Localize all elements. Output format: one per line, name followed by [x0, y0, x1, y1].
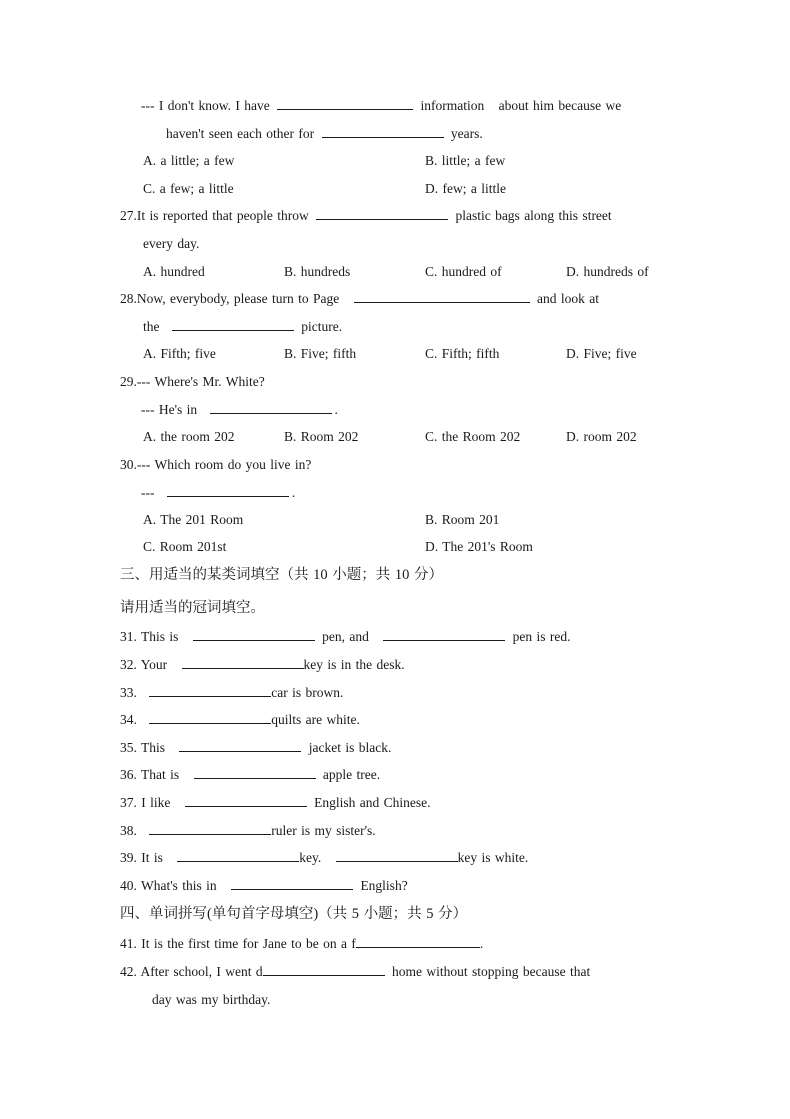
q42-text-b: home without stopping because that: [391, 964, 591, 979]
q32-line: [120, 653, 405, 677]
q27-line2: [143, 232, 199, 256]
answer-blank[interactable]: [210, 399, 332, 414]
q35-line: [120, 736, 391, 760]
q27-text-c: every day.: [143, 236, 200, 251]
q41-line: [120, 932, 483, 956]
q40-text-a: 40. What's this in: [120, 878, 217, 893]
answer-blank[interactable]: [193, 626, 315, 641]
q27-option-b[interactable]: B. hundreds: [284, 264, 351, 279]
q34-line: [120, 708, 360, 732]
q29-text-c: .: [334, 402, 338, 417]
q27-text-b: plastic bags along this street: [455, 208, 612, 223]
q32-text-b: key is in the desk.: [303, 657, 405, 672]
q30-options-row2: [0, 535, 790, 559]
q38-line: [120, 819, 376, 843]
section4-heading: 四、单词拼写(单句首字母填空)（共 5 小题；共 5 分）: [120, 906, 468, 922]
q39-text-c: key is white.: [457, 850, 529, 865]
q33-line: [120, 681, 343, 705]
q37-text-b: English and Chinese.: [314, 795, 431, 810]
q28-line1: [120, 287, 599, 311]
q31-line: [120, 625, 570, 649]
q32-text-a: 32. Your: [120, 657, 168, 672]
q42-line1: [120, 960, 590, 984]
q29-option-b[interactable]: B. Room 202: [284, 429, 359, 444]
q35-text-a: 35. This: [120, 740, 166, 755]
q29-option-d[interactable]: D. room 202: [566, 429, 637, 444]
q27-option-c[interactable]: C. hundred of: [425, 264, 502, 279]
q30-line1: [120, 453, 311, 477]
q34-text-a: 34.: [120, 712, 137, 727]
q26-line1: [141, 94, 621, 118]
q42-line2: [152, 988, 270, 1012]
q34-text-b: quilts are white.: [271, 712, 360, 727]
q31-text-a: 31. This is: [120, 629, 179, 644]
q37-text-a: 37. I like: [120, 795, 171, 810]
answer-blank[interactable]: [179, 737, 301, 752]
q28-text-c: the: [143, 319, 160, 334]
q38-text-a: 38.: [120, 823, 137, 838]
q26-option-b[interactable]: B. little; a few: [425, 153, 506, 168]
q29-text-b: --- He's in: [141, 402, 198, 417]
q28-option-a[interactable]: A. Fifth; five: [143, 346, 216, 361]
q26-options-row2: [0, 177, 790, 201]
q37-line: [120, 791, 431, 815]
q38-text-b: ruler is my sister's.: [271, 823, 376, 838]
q27-options: [0, 260, 790, 284]
q26-option-d[interactable]: D. few; a little: [425, 181, 506, 196]
q30-text-a: 30.--- Which room do you live in?: [120, 457, 312, 472]
q29-options: [0, 425, 790, 449]
q27-option-d[interactable]: D. hundreds of: [566, 264, 649, 279]
answer-blank[interactable]: [354, 288, 530, 303]
q29-option-c[interactable]: C. the Room 202: [425, 429, 521, 444]
answer-blank[interactable]: [316, 205, 448, 220]
q28-option-c[interactable]: C. Fifth; fifth: [425, 346, 500, 361]
q26-text-a: --- I don't know. I have: [141, 98, 270, 113]
answer-blank[interactable]: [177, 847, 299, 862]
q30-options-row1: [0, 508, 790, 532]
answer-blank[interactable]: [185, 792, 307, 807]
answer-blank[interactable]: [383, 626, 505, 641]
q26-text-b: information: [420, 98, 485, 113]
answer-blank[interactable]: [322, 123, 444, 138]
q29-line2: [141, 398, 338, 422]
q40-line: [120, 874, 408, 898]
answer-blank[interactable]: [149, 682, 271, 697]
q41-text-b: .: [479, 936, 484, 951]
q26-line2: [166, 122, 483, 146]
section3-instruction: 请用适当的冠词填空。: [120, 600, 265, 616]
answer-blank[interactable]: [231, 875, 353, 890]
q28-option-b[interactable]: B. Five; fifth: [284, 346, 357, 361]
q41-text-a: 41. It is the first time for Jane to be on a f: [120, 936, 356, 951]
q30-option-b[interactable]: B. Room 201: [425, 512, 500, 527]
q30-option-c[interactable]: C. Room 201st: [143, 539, 227, 554]
q28-text-b: and look at: [536, 291, 599, 306]
answer-blank[interactable]: [277, 95, 413, 110]
q28-options: [0, 342, 790, 366]
answer-blank[interactable]: [336, 847, 458, 862]
q39-text-a: 39. It is: [120, 850, 163, 865]
q42-text-c: day was my birthday.: [152, 992, 271, 1007]
q26-text-d: haven't seen each other for: [166, 126, 315, 141]
q30-text-c: .: [291, 485, 296, 500]
answer-blank[interactable]: [149, 709, 271, 724]
q29-option-a[interactable]: A. the room 202: [143, 429, 235, 444]
q26-text-c: about him because we: [498, 98, 622, 113]
q30-line2: [141, 481, 295, 505]
answer-blank[interactable]: [182, 654, 304, 669]
answer-blank[interactable]: [167, 482, 289, 497]
q26-text-e: years.: [450, 126, 483, 141]
q28-text-d: picture.: [301, 319, 343, 334]
q42-text-a: 42. After school, I went d: [120, 964, 263, 979]
q27-line1: [120, 204, 612, 228]
q29-text-a: 29.--- Where's Mr. White?: [120, 374, 265, 389]
q30-option-a[interactable]: A. The 201 Room: [143, 512, 244, 527]
q33-text-b: car is brown.: [271, 685, 344, 700]
q26-options-row1: [0, 149, 790, 173]
q28-line2: [143, 315, 342, 339]
answer-blank[interactable]: [263, 961, 385, 976]
q26-option-a[interactable]: A. a little; a few: [143, 153, 235, 168]
q36-text-b: apple tree.: [322, 767, 381, 782]
q40-text-b: English?: [360, 878, 408, 893]
answer-blank[interactable]: [172, 316, 294, 331]
q27-text-a: 27.It is reported that people throw: [120, 208, 309, 223]
q28-option-d[interactable]: D. Five; five: [566, 346, 637, 361]
q26-option-c[interactable]: C. a few; a little: [143, 181, 234, 196]
q29-line1: [120, 370, 265, 394]
answer-blank[interactable]: [356, 933, 480, 948]
q28-text-a: 28.Now, everybody, please turn to Page: [120, 291, 340, 306]
q36-text-a: 36. That is: [120, 767, 180, 782]
q35-text-b: jacket is black.: [308, 740, 392, 755]
section3-heading: 三、用适当的某类词填空（共 10 小题；共 10 分）: [120, 567, 443, 583]
q27-option-a[interactable]: A. hundred: [143, 264, 205, 279]
q39-line: [120, 846, 528, 870]
q36-line: [120, 763, 380, 787]
q30-text-b: ---: [141, 485, 155, 500]
q31-text-c: pen is red.: [512, 629, 571, 644]
answer-blank[interactable]: [149, 820, 271, 835]
answer-blank[interactable]: [194, 764, 316, 779]
q39-text-b: key.: [299, 850, 322, 865]
q30-option-d[interactable]: D. The 201's Room: [425, 539, 533, 554]
q33-text-a: 33.: [120, 685, 137, 700]
q31-text-b: pen, and: [322, 629, 369, 644]
